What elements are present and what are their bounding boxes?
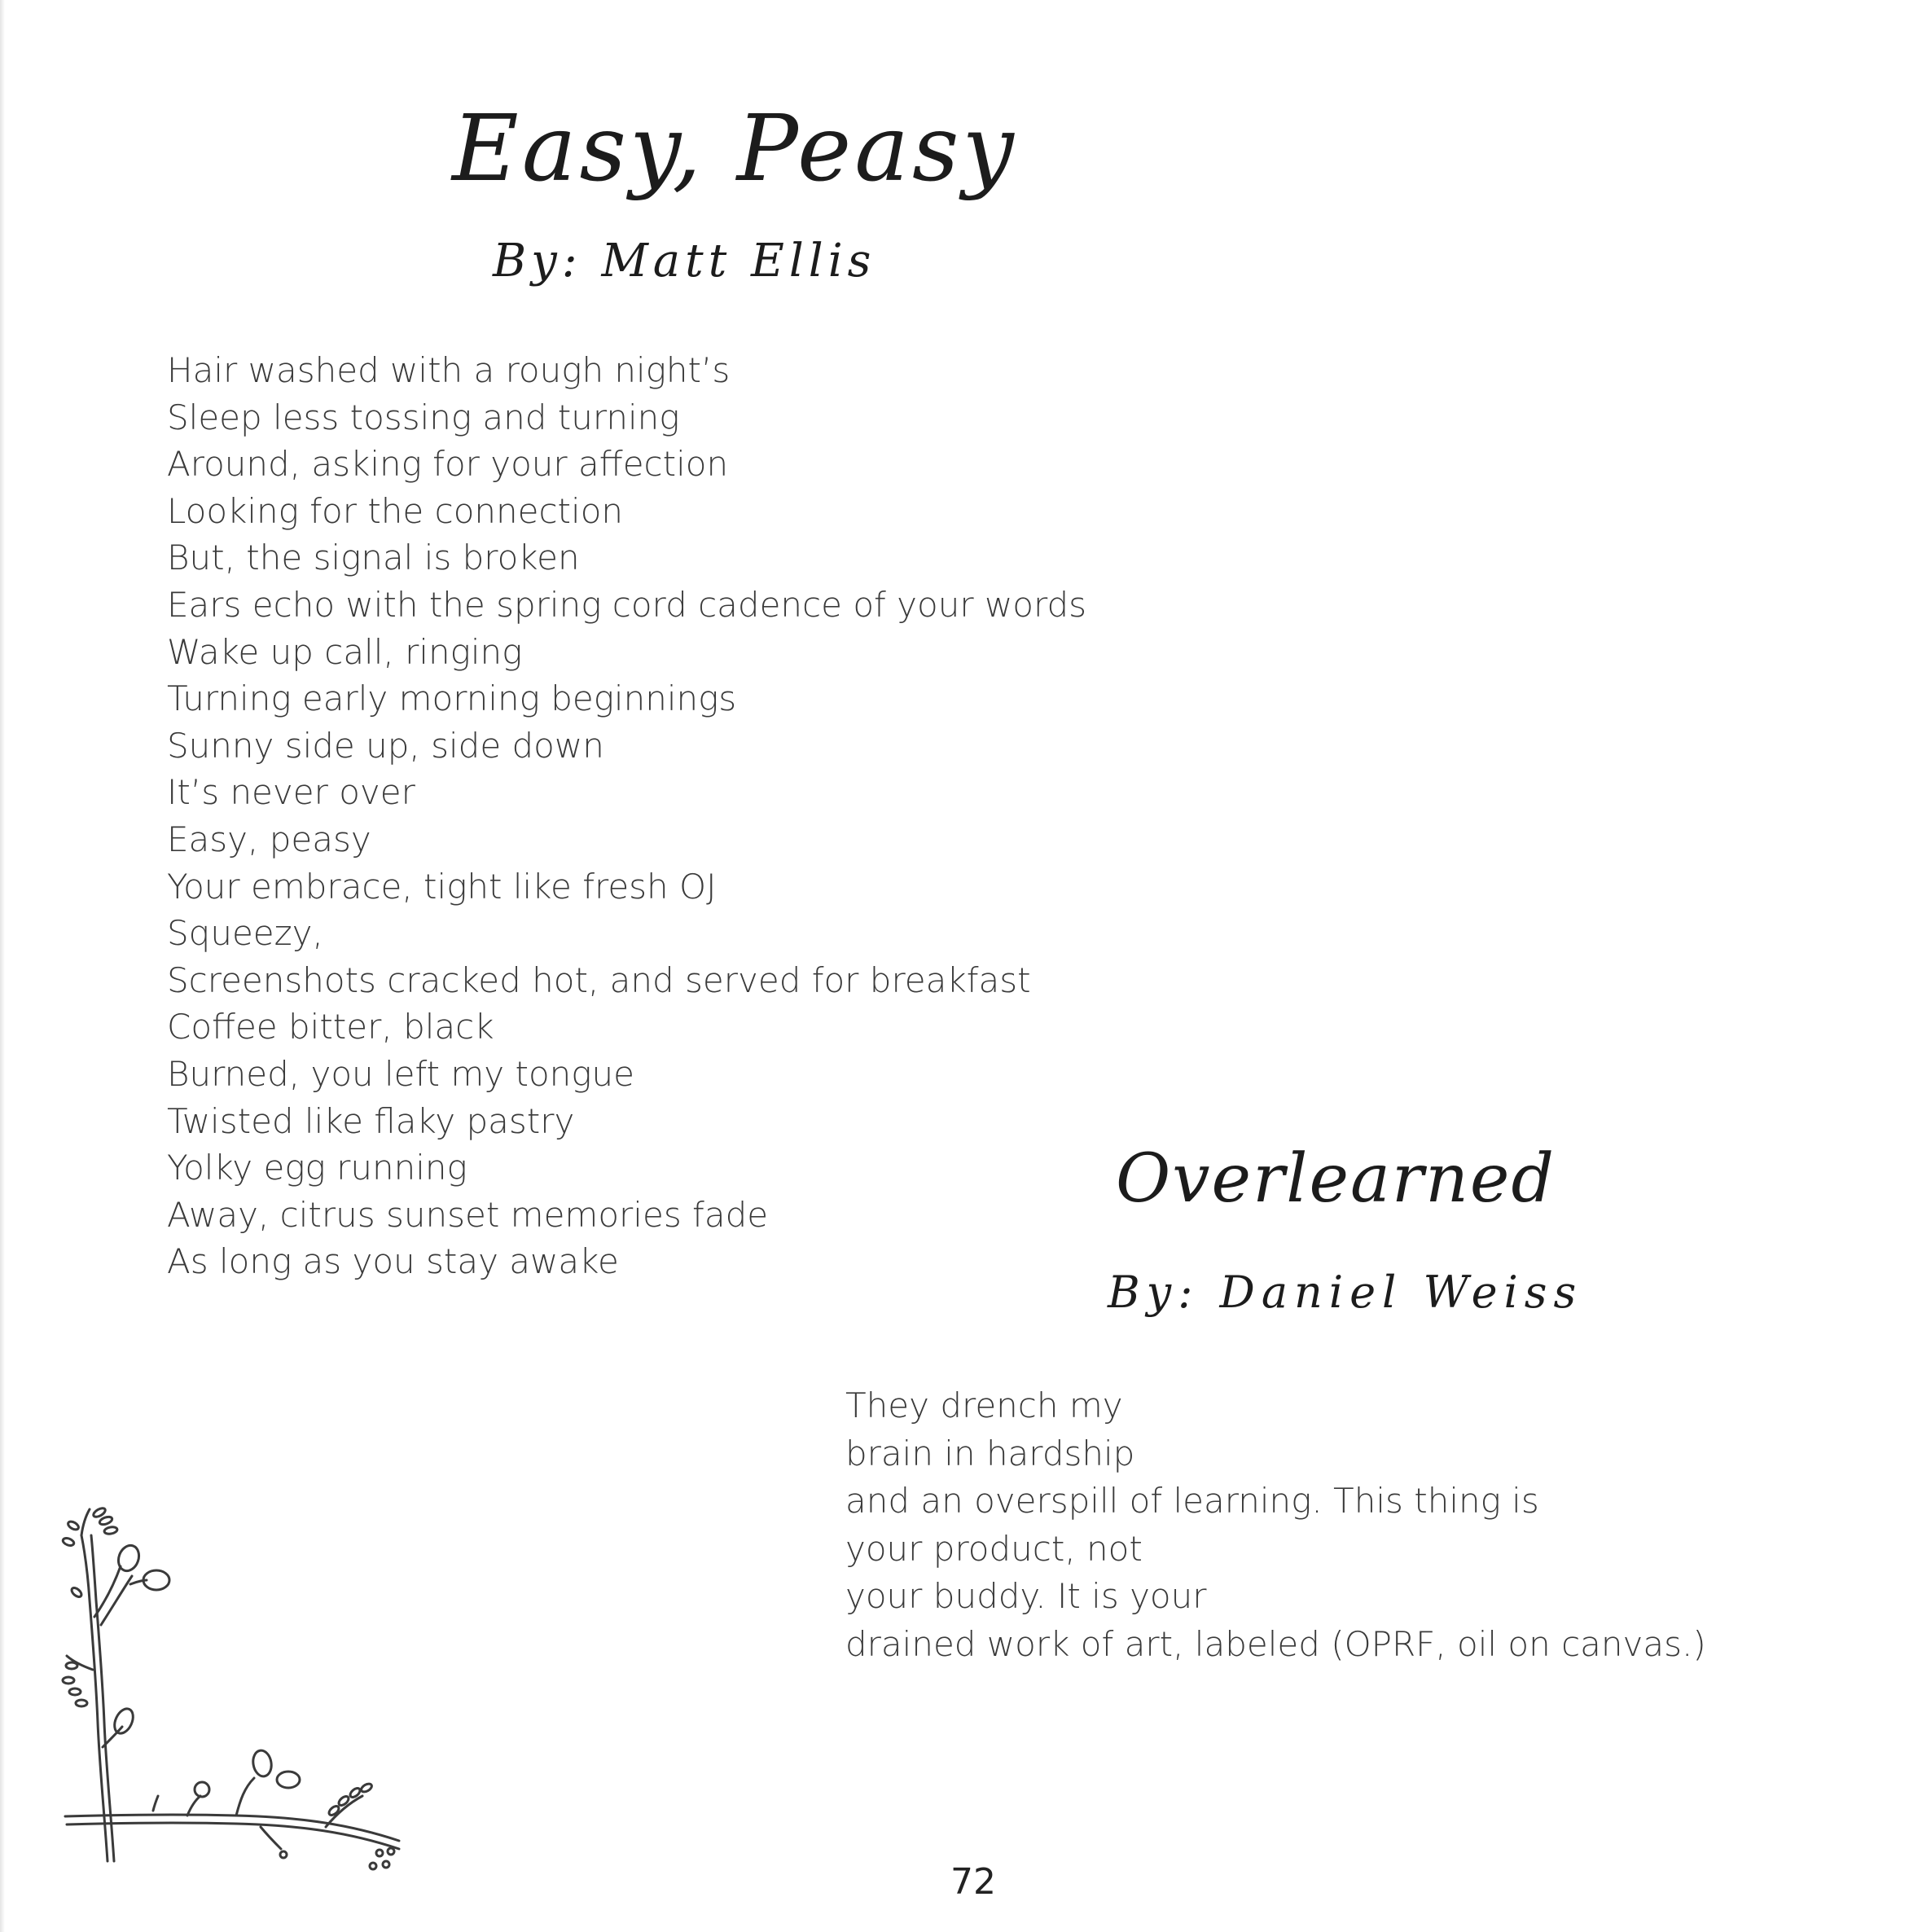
vine-flower	[376, 1850, 383, 1856]
poem-line: Easy, peasy	[167, 819, 371, 859]
vine-branch-illustration	[57, 1503, 423, 1877]
vine-leaf	[63, 1677, 74, 1684]
poem-line: Twisted like flaky pastry	[167, 1100, 575, 1141]
vine-leaf	[103, 1526, 117, 1535]
vine-bud	[277, 1772, 300, 1788]
poem-line: Hair washed with a rough night’s	[167, 350, 731, 390]
poem-line: Sunny side up, side down	[167, 725, 604, 766]
poem-line: your product, not	[845, 1528, 1143, 1569]
poem-line: Squeezy,	[167, 913, 323, 954]
poem-line: They drench my	[845, 1385, 1123, 1425]
poem-line: Sleep less tossing and turning	[167, 397, 680, 437]
page-number: 72	[950, 1861, 996, 1903]
poem-line: Burned, you left my tongue	[167, 1053, 634, 1094]
poem-line: Screenshots cracked hot, and served for breakfast	[167, 959, 1031, 1000]
poem-line: brain in hardship	[845, 1433, 1135, 1473]
poem-line: As long as you stay awake	[167, 1241, 619, 1282]
poem-line: Coffee bitter, black	[167, 1007, 494, 1047]
poem-body-easy-peasy	[167, 347, 1086, 1285]
vine-bud	[195, 1782, 209, 1797]
poem-line: Ears echo with the spring cord cadence of your words	[167, 584, 1087, 625]
vine-leaf	[99, 1516, 113, 1526]
poem-line: Turning early morning beginnings	[167, 678, 737, 719]
poem-body-overlearned	[845, 1382, 1706, 1669]
vine-flower	[370, 1863, 376, 1869]
poem-line: and an overspill of learning. This thing is	[845, 1481, 1539, 1521]
poem-line: Around, asking for your affection	[167, 444, 729, 485]
poem-line: Looking for the connection	[167, 490, 624, 531]
poem-line: Yolky egg running	[167, 1148, 467, 1188]
poem-line: But, the signal is broken	[167, 538, 580, 578]
vine-flower	[383, 1861, 389, 1868]
vine-branch	[65, 1815, 399, 1841]
vine-leaf	[76, 1700, 87, 1706]
vine-leaf	[67, 1520, 80, 1531]
poem-line: Your embrace, tight like fresh OJ	[167, 866, 717, 907]
vine-leaf	[111, 1706, 137, 1736]
vine-leaf	[70, 1586, 83, 1598]
vine-flower	[388, 1848, 394, 1855]
vine-flower	[280, 1851, 287, 1858]
vine-bud	[251, 1749, 273, 1777]
poem-title-easy-peasy: Easy, Peasy	[452, 96, 1017, 202]
poem-line: drained work of art, labeled (OPRF, oil on canvas.)	[845, 1623, 1706, 1664]
poem-line: your buddy. It is your	[845, 1576, 1207, 1617]
vine-leaf	[66, 1662, 77, 1669]
vine-leaf	[62, 1537, 75, 1547]
vine-leaf	[69, 1688, 81, 1695]
poem-line: Wake up call, ringing	[167, 631, 523, 672]
vine-leaf	[360, 1782, 373, 1794]
poem-byline-daniel-weiss: By: Daniel Weiss	[1108, 1267, 1583, 1318]
poem-byline-matt-ellis: By: Matt Ellis	[493, 235, 876, 288]
poem-line: Away, citrus sunset memories fade	[167, 1194, 769, 1235]
poem-line: It’s never over	[167, 772, 415, 813]
page-edge-shadow	[0, 0, 5, 1932]
poem-title-overlearned: Overlearned	[1116, 1140, 1556, 1218]
